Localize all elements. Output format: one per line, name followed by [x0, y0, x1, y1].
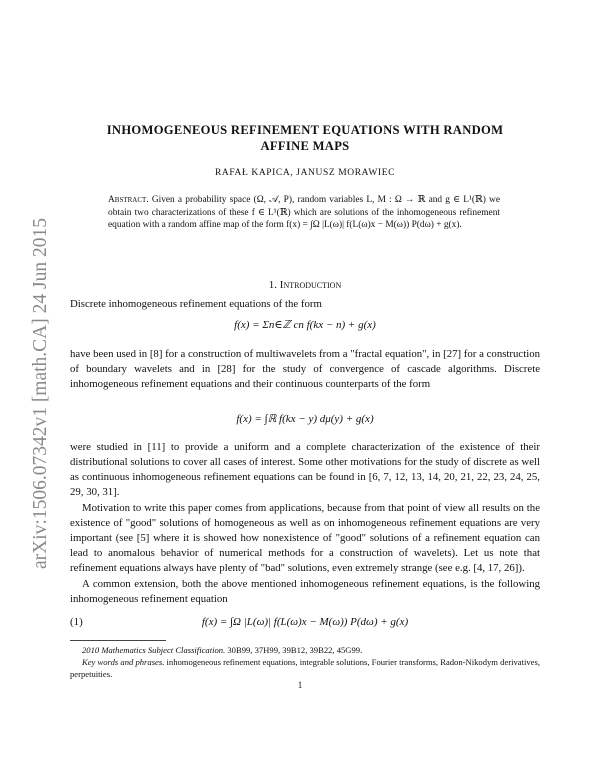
paragraph-3: were studied in [11] to provide a uniform and a complete characterization of the existence of their distributional solutions to cover all cases of interest. Some other motivations for the study of discrete as well as continuous inhomogeneous refinement equations can be found in [6, 7, 12, 13, 14, 20, 21, 22, 23, 24, 25, 29, 30, 31]. [70, 441, 540, 499]
arxiv-identifier: arXiv:1506.07342v1 [math.CA] 24 Jun 2015 [30, 218, 51, 569]
footnote-keywords-label: Key words and phrases. [82, 657, 165, 667]
paragraph-5: A common extension, both the above mentioned inhomogeneous refinement equations, is the following inhomogeneous refinement equation [70, 578, 540, 606]
equation-discrete: f(x) = Σn∈ℤ cn f(kx − n) + g(x) [234, 319, 376, 331]
footnote-rule [70, 640, 166, 641]
paper-authors: RAFAŁ KAPICA, JANUSZ MORAWIEC [214, 168, 396, 178]
paragraph-1: Discrete inhomogeneous refinement equations of the form [70, 298, 322, 310]
section-heading [70, 279, 540, 291]
paragraph-4: Motivation to write this paper comes from applications, because from that point of view all results on the existence of "good" solutions of homogeneous as well as on inhomogeneous refinement equations are very important (see [5] where it is showed how nonexistence of "good" solutions of a refinement equation can lead to anomalous behavior of numerical methods for a construction of wavelets). Let us note that refinement equations always have plenty of "bad" solutions, even extremely strange (see e.g. [4, 17, 26]). [70, 502, 540, 575]
footnote-msc-label: 2010 Mathematics Subject Classification. [82, 645, 226, 655]
equation-random-affine: f(x) = ∫Ω |L(ω)| f(L(ω)x − M(ω)) P(dω) + g(x) [201, 616, 409, 628]
section-number: 1. [268, 279, 278, 291]
footnote-msc-text: 30B99, 37H99, 39B12, 39B22, 45G99. [227, 645, 363, 655]
abstract [108, 194, 500, 232]
footnote-keywords [70, 657, 540, 680]
paper-title [70, 122, 540, 154]
section-title: Introduction [279, 279, 342, 291]
footnote-msc [70, 645, 540, 657]
arxiv-stamp [6, 175, 51, 569]
page-number: 1 [297, 680, 303, 690]
footnote-keywords-text: inhomogeneous refinement equations, integrable solutions, Fourier transforms, Radon-Nikodym derivatives, perpetuities. [70, 657, 540, 679]
equation-continuous: f(x) = ∫ℝ f(kx − y) dμ(y) + g(x) [236, 413, 374, 425]
title-line-2: AFFINE MAPS [260, 139, 350, 153]
paragraph-2: have been used in [8] for a construction of multiwavelets from a "fractal equation", in [27] for a construction of boundary wavelets and in [28] for the study of convergence of cascade algorithms. Discrete inhomogeneous refinement equations and their continuous counterparts of the form [70, 348, 540, 391]
title-line-1: INHOMOGENEOUS REFINEMENT EQUATIONS WITH RANDOM [106, 123, 504, 137]
equation-number: (1) [70, 616, 83, 628]
abstract-label: Abstract. [108, 195, 149, 205]
abstract-text: Given a probability space (Ω, 𝒜, P), random variables L, M : Ω → ℝ and g ∈ L¹(ℝ) we obtain two characterizations of these f ∈ L¹(ℝ) which are solutions of the inhomogeneous refinement equation with a random affine map of the form f(x) = ∫Ω |L(ω)| f(L(ω)x − M(ω)) P(dω) + g(x). [108, 195, 500, 231]
